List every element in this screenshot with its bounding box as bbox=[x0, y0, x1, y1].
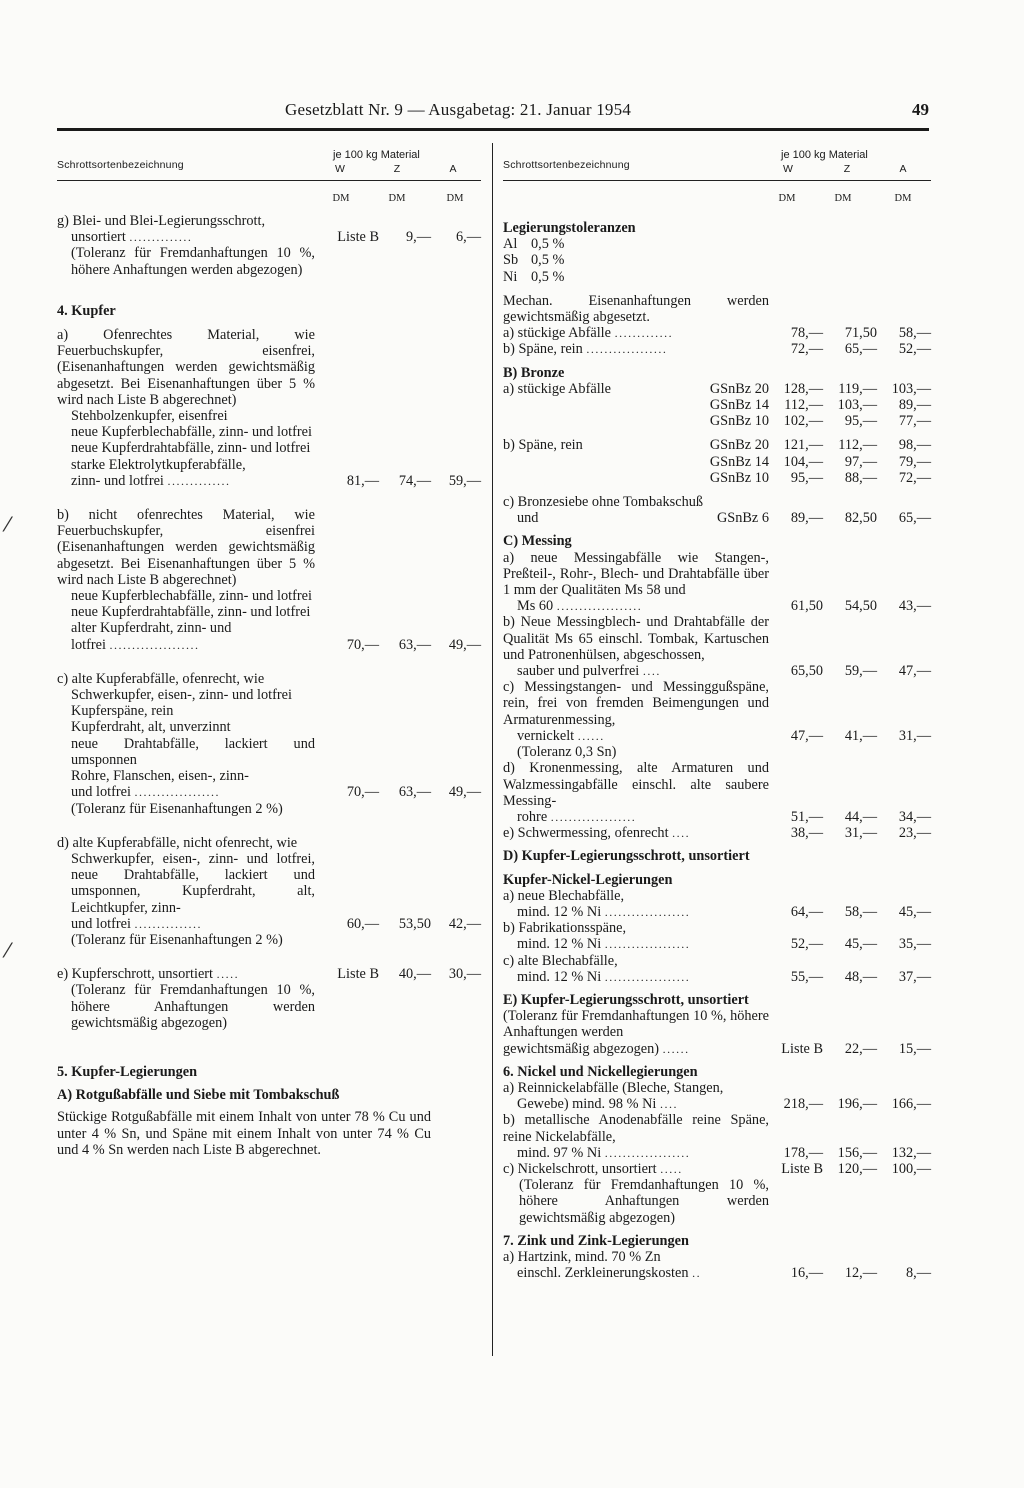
table-row: b) Neue Messingblech- und Drahtabfälle der Qualität Ms 65 einschl. Tombak, Kartuschen und Patronenhülsen, abgeschossen, bbox=[503, 614, 769, 663]
table-row: neue Kupferdrahtabfälle, zinn- und lotfrei bbox=[71, 604, 311, 621]
section-heading: 6. Nickel und Nickellegierungen bbox=[503, 1063, 698, 1080]
column-header-name: Schrottsortenbezeichnung bbox=[57, 159, 184, 171]
table-row: c) Bronzesiebe ohne Tombakschuß bbox=[503, 494, 704, 511]
table-row: (Toleranz für Eisenanhaftungen 2 %) bbox=[71, 800, 283, 817]
table-row: e) Schwermessing, ofenrecht .... 38,— 31,— 23,— bbox=[503, 825, 932, 842]
column-header-unit: je 100 kg Material bbox=[781, 149, 868, 161]
subsection-heading: Kupfer-Nickel-Legierungen bbox=[503, 871, 673, 888]
table-row: lotfrei .................... 70,— 63,— 49,— bbox=[71, 636, 481, 653]
table-row: mind. 12 % Ni ................... 64,— 58,— 45,— bbox=[517, 903, 932, 920]
table-row: mind. 12 % Ni ................... 55,— 48,— 37,— bbox=[517, 968, 932, 985]
table-row: (Toleranz für Eisenanhaftungen 2 %) bbox=[71, 931, 283, 948]
table-row: Schwerkupfer, eisen-, zinn- und lotfrei bbox=[71, 687, 292, 704]
table-row: a) Reinnickelabfälle (Bleche, Stangen, bbox=[503, 1079, 724, 1096]
subsection-heading: E) Kupfer-Legierungsschrott, unsortiert bbox=[503, 991, 749, 1008]
table-row: Ms 60 ................... 61,50 54,50 43,— bbox=[517, 598, 932, 615]
table-row: neue Kupferblechabfälle, zinn- und lotfrei bbox=[71, 588, 312, 605]
table-row: c) Messingstangen- und Messinggußspäne, rein, frei von fremden Beimengungen und Armaturenmessing, bbox=[503, 679, 769, 728]
column-header bbox=[57, 148, 481, 181]
table-row: a) Ofenrechtes Material, wie Feuerbuchskupfer, eisenfrei, (Eisenanhaftungen werden gewichtsmäßig abgesetzt. Bei Eisenanhaftungen über 5 % wird nach Liste B abgerechnet) bbox=[57, 327, 315, 408]
table-row: (Toleranz für Fremdanhaftungen 10 %, höhere Anhaftungen werden gewichtsmäßig abgezogen) bbox=[71, 982, 315, 1031]
currency-a: DM bbox=[894, 193, 912, 204]
table-row: zinn- und lotfrei .............. 81,— 74,— 59,— bbox=[71, 472, 481, 489]
table-row: Ni 0,5 % bbox=[503, 268, 565, 285]
table-row: Schwerkupfer, eisen-, zinn- und lotfrei, neue Drahtabfälle, lackiert und umsponnen, Kupferdraht, alt, Leichtkupfer, zinn- bbox=[71, 850, 315, 916]
subsection-heading: C) Messing bbox=[503, 533, 572, 550]
currency-row bbox=[57, 181, 481, 213]
table-row: alter Kupferdraht, zinn- und bbox=[71, 620, 232, 637]
table-row: GSnBz 10 102,— 95,— 77,— bbox=[709, 413, 932, 430]
column-header-w: W bbox=[335, 163, 345, 175]
table-row: neue Drahtabfälle, lackiert und umsponnen bbox=[71, 735, 315, 768]
margin-mark: ⁄ bbox=[6, 512, 10, 536]
table-row: Rohre, Flanschen, eisen-, zinn- bbox=[71, 768, 249, 785]
table-row: Kupferdraht, alt, unverzinnt bbox=[71, 719, 231, 736]
column-header bbox=[503, 148, 931, 181]
section-heading: Legierungstoleranzen bbox=[503, 220, 636, 236]
left-price-table bbox=[57, 213, 481, 1158]
table-row: (Toleranz 0,3 Sn) bbox=[517, 744, 617, 761]
table-row: a) neue Messingabfälle wie Stangen-, Preßteil-, Rohr-, Blech- und Drahtabfälle über 1 mm der Qualitäten Ms 58 und bbox=[503, 549, 769, 599]
table-row: a) stückige Abfälle ............. 78,— 71,50 58,— bbox=[503, 325, 932, 342]
subsection-heading: B) Bronze bbox=[503, 364, 565, 381]
table-row: Sb 0,5 % bbox=[503, 252, 565, 269]
table-row: GSnBz 14 104,— 97,— 79,— bbox=[709, 453, 932, 470]
table-row: Gewebe) mind. 98 % Ni .... 218,— 196,— 166,— bbox=[517, 1096, 932, 1113]
table-row: mind. 12 % Ni ................... 52,— 45,— 35,— bbox=[517, 936, 932, 953]
currency-z: DM bbox=[834, 193, 852, 204]
table-row: b) Späne, rein .................. 72,— 65,— 52,— bbox=[503, 341, 932, 358]
currency-z: DM bbox=[388, 193, 406, 204]
table-row: c) alte Kupferabfälle, ofenrecht, wie bbox=[57, 670, 265, 687]
column-header-a: A bbox=[899, 163, 907, 175]
table-row: a) Hartzink, mind. 70 % Zn bbox=[503, 1248, 661, 1265]
column-header-z: Z bbox=[393, 163, 401, 175]
table-row: b) metallische Anodenabfälle reine Späne, reine Nickelabfälle, bbox=[503, 1112, 769, 1145]
currency-w: DM bbox=[778, 193, 796, 204]
table-row: d) Kronenmessing, alte Armaturen und Walzmessingabfälle einschl. alte saubere Messing- bbox=[503, 760, 769, 809]
gazette-title: Gesetzblatt Nr. 9 — Ausgabetag: 21. Januar 1954 bbox=[285, 100, 632, 119]
table-row: (Toleranz für Fremdanhaftungen 10 %, höhere Anhaftungen werden gewichtsmäßig abgezogen) bbox=[519, 1177, 769, 1226]
column-header-z: Z bbox=[843, 163, 851, 175]
table-row: GSnBz 14 112,— 103,— 89,— bbox=[709, 397, 932, 414]
column-header-a: A bbox=[449, 163, 457, 175]
table-row: unsortiert .............. Liste B 9,— 6,— bbox=[71, 229, 481, 246]
table-row: g) Blei- und Blei-Legierungsschrott, bbox=[57, 213, 266, 229]
table-row: b) nicht ofenrechtes Material, wie Feuerbuchskupfer, eisenfrei (Eisenanhaftungen werden gewichtsmäßig abgesetzt. Bei Eisenanhaftungen über 5 % wird nach Liste B abgerechnet) bbox=[57, 507, 315, 588]
table-row: vernickelt ...... 47,— 41,— 31,— bbox=[517, 727, 932, 744]
currency-row bbox=[503, 181, 931, 213]
table-row: e) Kupferschrott, unsortiert ..... Liste B 40,— 30,— bbox=[57, 966, 481, 983]
subsection-heading: A) Rotgußabfälle und Siebe mit Tombakschuß bbox=[57, 1087, 340, 1104]
table-row: c) Nickelschrott, unsortiert ..... Liste B 120,— 100,— bbox=[503, 1160, 932, 1177]
section-heading: 4. Kupfer bbox=[57, 302, 116, 319]
column-header-w: W bbox=[783, 163, 793, 175]
table-row: GSnBz 10 95,— 88,— 72,— bbox=[709, 469, 932, 486]
table-row: (Toleranz für Fremdanhaftungen 10 %, höhere Anhaftungen werden bbox=[503, 1008, 769, 1041]
table-row: Mechan. Eisenanhaftungen werden gewichtsmäßig abgesetzt. bbox=[503, 292, 769, 326]
table-row: Stehbolzenkupfer, eisenfrei bbox=[71, 408, 228, 425]
column-divider bbox=[492, 143, 493, 1356]
table-row: (Toleranz für Fremdanhaftungen 10 %, höhere Anhaftungen werden abgezogen) bbox=[71, 245, 315, 278]
column-header-unit: je 100 kg Material bbox=[333, 149, 420, 161]
table-row: a) neue Blechabfälle, bbox=[503, 887, 625, 904]
table-row: b) Fabrikationsspäne, bbox=[503, 920, 627, 937]
table-row: a) stückige Abfälle GSnBz 20 128,— 119,— 103,— bbox=[503, 380, 932, 397]
table-row: neue Kupferdrahtabfälle, zinn- und lotfrei bbox=[71, 440, 311, 457]
column-header-name: Schrottsortenbezeichnung bbox=[503, 159, 630, 171]
table-row: Al 0,5 % bbox=[503, 236, 565, 253]
page-header bbox=[57, 100, 929, 130]
table-row: einschl. Zerkleinerungskosten .. 16,— 12,— 8,— bbox=[517, 1265, 932, 1282]
header-rule bbox=[57, 128, 929, 131]
right-price-table bbox=[503, 213, 931, 1281]
table-row: Stückige Rotgußabfälle mit einem Inhalt von unter 78 % Cu und unter 4 % Sn, und Späne mit einem Inhalt von unter 74 % Cu und 4 % Sn werden nach Liste B abgerechnet. bbox=[57, 1109, 431, 1158]
table-row: und lotfrei ................... 70,— 63,— 49,— bbox=[71, 784, 481, 801]
table-row: b) Späne, rein GSnBz 20 121,— 112,— 98,— bbox=[503, 437, 932, 454]
page-number: 49 bbox=[912, 100, 929, 119]
table-row: gewichtsmäßig abgezogen) ...... Liste B 22,— 15,— bbox=[503, 1040, 932, 1057]
table-row: sauber und pulverfrei .... 65,50 59,— 47,— bbox=[517, 663, 932, 680]
section-heading: 5. Kupfer-Legierungen bbox=[57, 1063, 198, 1080]
margin-mark: ⁄ bbox=[6, 938, 10, 962]
table-row: starke Elektrolytkupferabfälle, bbox=[71, 456, 246, 473]
section-heading: 7. Zink und Zink-Legierungen bbox=[503, 1232, 689, 1249]
right-column bbox=[503, 148, 931, 1281]
table-row: mind. 97 % Ni ................... 178,— 156,— 132,— bbox=[517, 1144, 932, 1161]
currency-w: DM bbox=[332, 193, 350, 204]
table-row: und GSnBz 6 89,— 82,50 65,— bbox=[517, 510, 932, 527]
table-row: d) alte Kupferabfälle, nicht ofenrecht, wie bbox=[57, 834, 298, 851]
table-row: Kupferspäne, rein bbox=[71, 703, 174, 720]
table-row: neue Kupferblechabfälle, zinn- und lotfrei bbox=[71, 424, 312, 441]
table-row: c) alte Blechabfälle, bbox=[503, 952, 618, 969]
table-row: rohre ................... 51,— 44,— 34,— bbox=[517, 808, 932, 825]
subsection-heading: D) Kupfer-Legierungsschrott, unsortiert bbox=[503, 848, 750, 865]
left-column bbox=[57, 148, 481, 1158]
table-row: und lotfrei ............... 60,— 53,50 42,— bbox=[71, 915, 481, 932]
currency-a: DM bbox=[446, 193, 464, 204]
